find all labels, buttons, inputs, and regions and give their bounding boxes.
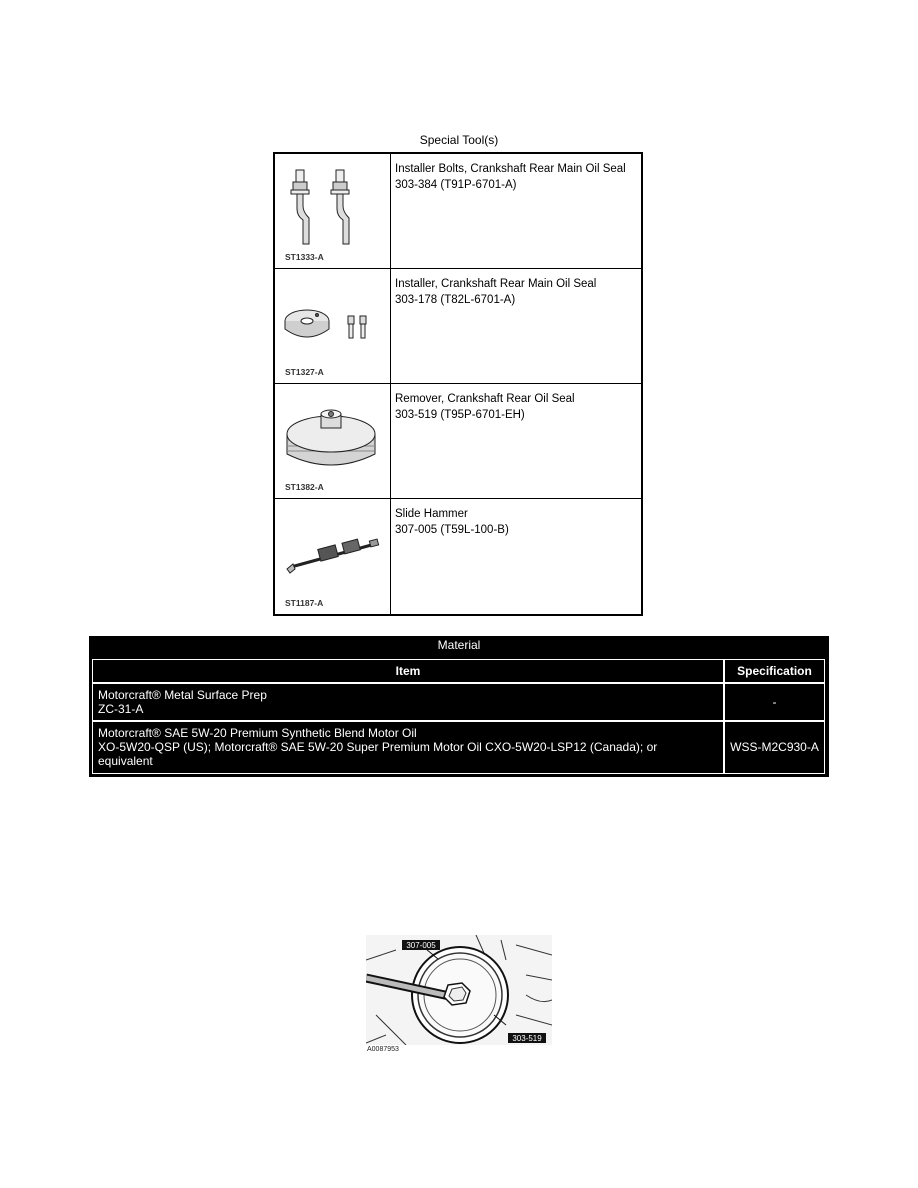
tool-code: ST1382-A (285, 482, 324, 492)
material-item-line: equivalent (98, 754, 153, 768)
material-row-item (92, 683, 724, 721)
tool-code: ST1333-A (285, 252, 324, 262)
material-title: Material (437, 638, 481, 652)
tool-row (275, 384, 641, 499)
material-row-spec: - (724, 683, 825, 721)
remover-installation-figure (366, 935, 552, 1045)
tool-code: ST1187-A (285, 598, 324, 608)
tool-row (275, 269, 641, 384)
tool-code: ST1327-A (285, 367, 324, 377)
material-item-line: Motorcraft® Metal Surface Prep (98, 688, 267, 702)
tool-illustration-slide-hammer (275, 499, 391, 614)
header-item: Item (92, 659, 724, 683)
tool-name: Installer, Crankshaft Rear Main Oil Seal (395, 278, 597, 290)
special-tools-table (273, 152, 643, 616)
material-item-line: ZC-31-A (98, 702, 144, 716)
tool-description (395, 276, 596, 308)
header-specification: Specification (724, 659, 825, 683)
tool-description (395, 506, 509, 538)
label-slide-hammer: 307-005 (406, 941, 436, 950)
tool-part-number: 303-178 (T82L-6701-A) (395, 294, 516, 306)
label-remover: 303-519 (512, 1034, 542, 1043)
tool-illustration-remover (275, 384, 391, 498)
tool-row (275, 499, 641, 614)
material-item-line: Motorcraft® SAE 5W-20 Premium Synthetic Blend Motor Oil (98, 726, 417, 740)
tool-part-number: 303-519 (T95P-6701-EH) (395, 409, 525, 421)
tool-name: Installer Bolts, Crankshaft Rear Main Oil Seal (395, 163, 626, 175)
material-item-line: XO-5W20-QSP (US); Motorcraft® SAE 5W-20 Super Premium Motor Oil CXO-5W20-LSP12 (Canada); or (98, 740, 658, 754)
tool-illustration-installer (275, 269, 391, 383)
material-row-item (92, 721, 724, 774)
tool-part-number: 307-005 (T59L-100-B) (395, 524, 509, 536)
slide-hammer-drawing (275, 499, 391, 614)
material-row-spec: WSS-M2C930-A (724, 721, 825, 774)
tool-name: Slide Hammer (395, 508, 468, 520)
figure-code: A0087953 (367, 1046, 399, 1053)
tool-part-number: 303-384 (T91P-6701-A) (395, 179, 517, 191)
tool-illustration-installer-bolts (275, 154, 391, 268)
material-table (89, 636, 829, 777)
tool-description (395, 161, 626, 193)
tool-description (395, 391, 575, 423)
special-tools-caption: Special Tool(s) (419, 133, 499, 147)
tool-name: Remover, Crankshaft Rear Oil Seal (395, 393, 575, 405)
tool-row (275, 154, 641, 269)
